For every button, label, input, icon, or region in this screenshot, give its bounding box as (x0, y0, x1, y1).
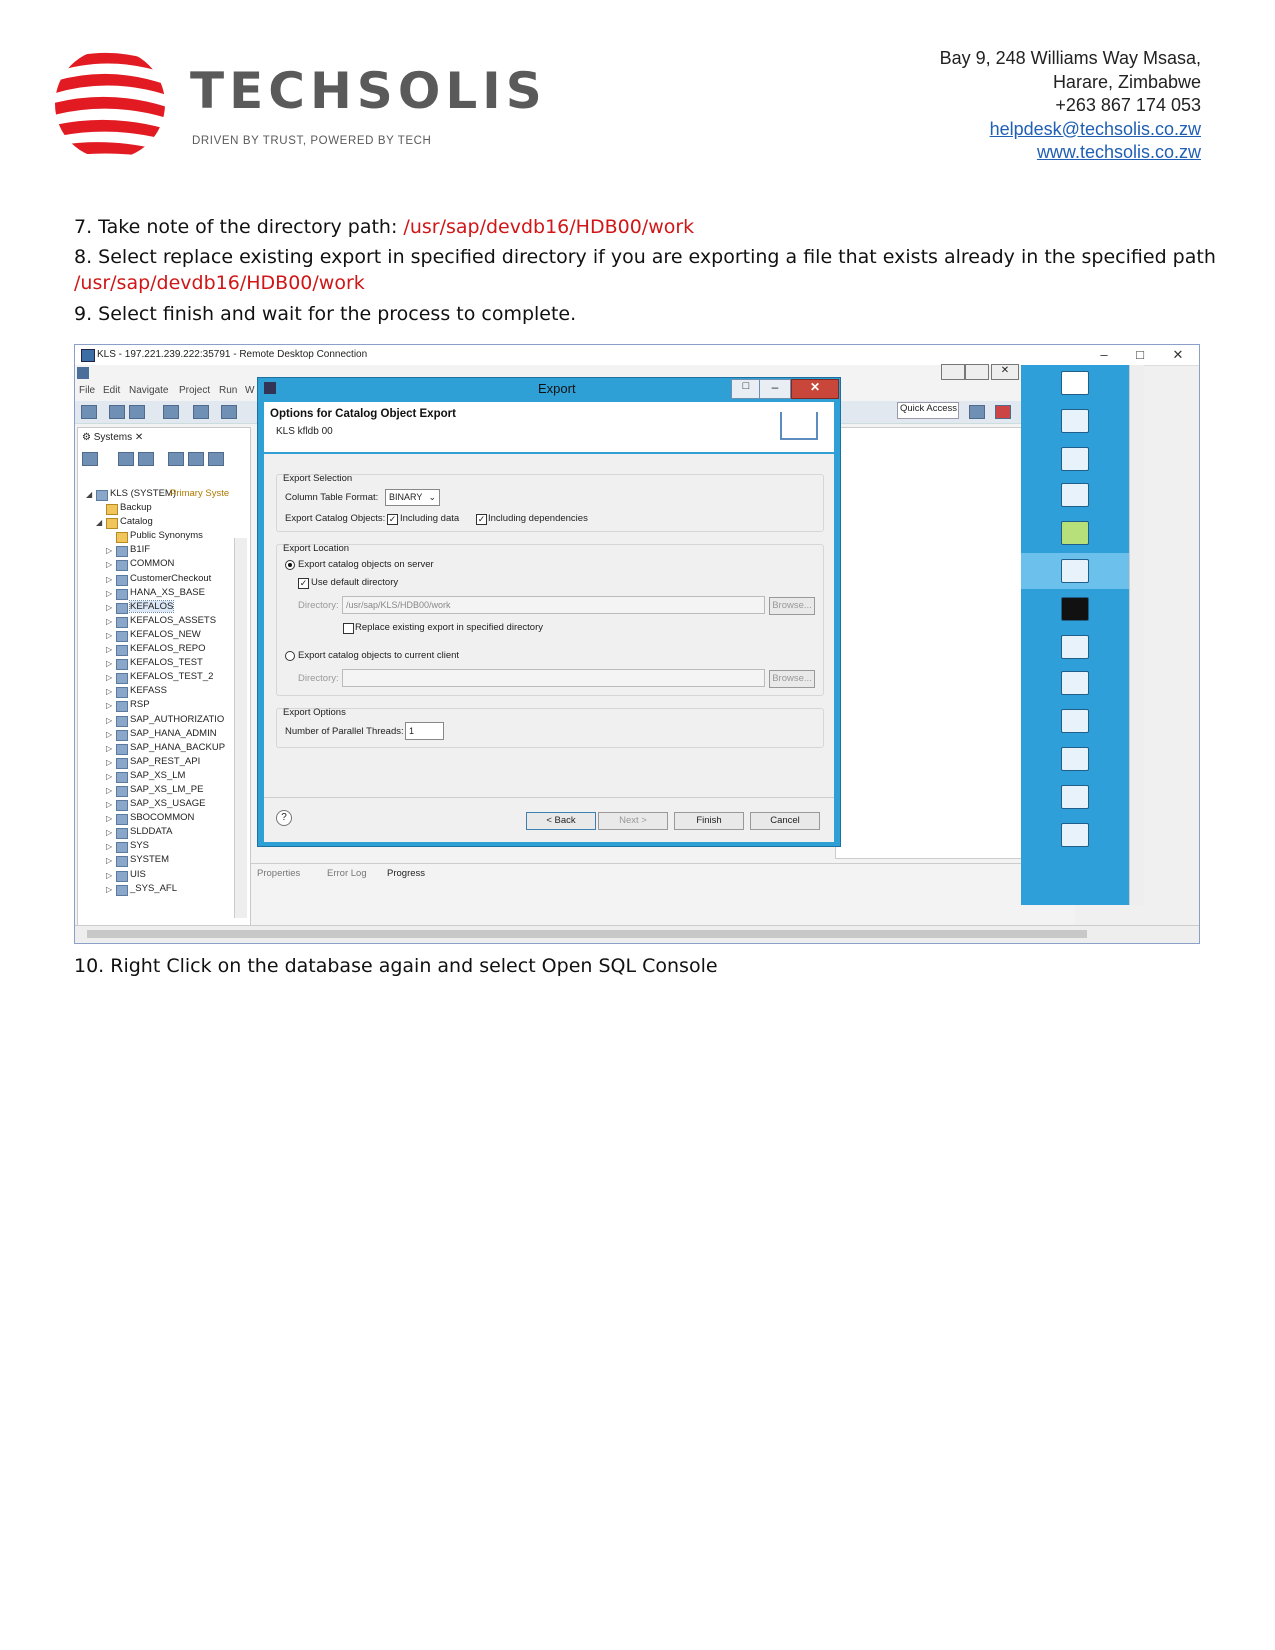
threads-label: Number of Parallel Threads: (285, 726, 404, 737)
schema-label: SAP_HANA_BACKUP (130, 741, 226, 753)
eclipse-restore-button[interactable] (965, 364, 989, 380)
schema-label: KEFALOS_TEST_2 (130, 671, 214, 683)
dialog-header (264, 402, 834, 452)
systems-tab[interactable] (82, 432, 143, 443)
next-button[interactable]: Next > (598, 812, 668, 830)
schema-label: SAP_REST_API (130, 755, 201, 767)
export-dialog (257, 377, 841, 847)
email-link[interactable]: helpdesk@techsolis.co.zw (989, 118, 1201, 139)
tree-backup[interactable] (82, 502, 242, 516)
notes-2-icon[interactable] (1061, 785, 1089, 809)
threads-input[interactable]: 1 (405, 722, 444, 740)
app-shortcut-icon[interactable] (1061, 709, 1089, 733)
schema-label: SYSTEM (130, 854, 170, 866)
replace-existing-checkbox[interactable] (343, 623, 354, 634)
step-7-text: 7. Take note of the directory path: (74, 216, 404, 238)
dialog-header-title: Options for Catalog Object Export (270, 408, 456, 420)
new-icon[interactable] (81, 405, 97, 419)
progress-tab[interactable]: Progress (387, 868, 426, 879)
command-prompt-icon[interactable] (1061, 597, 1089, 621)
schema-icon (116, 701, 128, 712)
error-log-tab[interactable]: Error Log (327, 868, 367, 879)
including-dependencies-checkbox[interactable]: ✓ (477, 514, 486, 524)
schema-row[interactable] (82, 573, 242, 587)
column-table-format-select[interactable] (385, 489, 440, 506)
eclipse-window-controls (935, 364, 1015, 380)
expand-icon[interactable]: ▷ (106, 715, 113, 725)
expand-icon[interactable]: ▷ (106, 729, 113, 739)
schema-label: SAP_AUTHORIZATIO (130, 713, 225, 725)
schema-list (82, 530, 242, 896)
eclipse-minimize-button[interactable] (941, 364, 965, 380)
system-icon (96, 490, 108, 501)
client-radio-label: Export catalog objects to current client (298, 650, 460, 661)
catalog-label: Catalog (120, 516, 153, 528)
cancel-button[interactable]: Cancel (750, 812, 820, 830)
schema-label: SAP_XS_LM (130, 769, 186, 781)
rdp-icon (81, 349, 95, 362)
schema-icon (116, 744, 128, 755)
use-default-directory-label: Use default directory (311, 577, 399, 588)
expand-icon[interactable]: ▷ (106, 771, 113, 781)
schema-icon (116, 575, 128, 586)
expand-icon[interactable]: ▷ (106, 856, 113, 866)
schema-label: KEFASS (130, 685, 167, 697)
back-icon[interactable] (193, 405, 209, 419)
schema-row[interactable] (82, 714, 242, 728)
column-table-format-label: Column Table Format: (285, 492, 379, 503)
schema-icon (116, 828, 128, 839)
schema-row[interactable] (82, 643, 242, 657)
client-directory-label: Directory: (298, 673, 339, 684)
schema-label: SAP_HANA_ADMIN (130, 727, 217, 739)
step-8-path: /usr/sap/devdb16/HDB00/work (74, 272, 365, 294)
eclipse-close-button[interactable]: ✕ (991, 364, 1019, 380)
minimize-button[interactable]: – (1100, 347, 1108, 362)
address-line-1: Bay 9, 248 Williams Way Msasa, (939, 48, 1201, 68)
sql-icon[interactable] (118, 452, 134, 466)
step-9-text: 9. Select finish and wait for the process to complete. (74, 303, 577, 325)
schema-label: SAP_XS_USAGE (130, 798, 206, 810)
schema-row[interactable] (82, 883, 242, 897)
link-icon[interactable] (208, 452, 224, 466)
schema-row[interactable] (82, 615, 242, 629)
phone-number: +263 867 174 053 (1055, 95, 1201, 115)
navigate-icon[interactable] (163, 405, 179, 419)
directory-field[interactable]: /usr/sap/KLS/HDB00/work (342, 596, 765, 614)
horizontal-scrollbar[interactable] (75, 925, 1199, 942)
brand-tagline: DRIVEN BY TRUST, POWERED BY TECH (192, 135, 432, 147)
schema-row[interactable] (82, 558, 242, 572)
expand-icon[interactable]: ◢ (86, 490, 93, 499)
menu-run[interactable]: Run (219, 385, 238, 396)
website-link[interactable]: www.techsolis.co.zw (1036, 142, 1201, 162)
schema-row[interactable] (82, 601, 242, 615)
save-all-icon[interactable] (129, 405, 145, 419)
schema-label: KEFALOS_REPO (130, 643, 206, 655)
replace-existing-label: Replace existing export in specified directory (355, 622, 543, 633)
schema-label: SLDDATA (130, 826, 173, 838)
including-data-label: Including data (400, 513, 460, 524)
schema-icon (116, 856, 128, 867)
expand-icon[interactable]: ▷ (106, 673, 113, 683)
schema-label: SAP_XS_LM_PE (130, 783, 204, 795)
windows-sidebar (1021, 365, 1129, 905)
dialog-close-button[interactable]: ✕ (791, 379, 839, 399)
schema-row[interactable] (82, 544, 242, 558)
contact-block (940, 47, 1201, 165)
save-icon[interactable] (109, 405, 125, 419)
schema-icon (116, 730, 128, 741)
forward-icon[interactable] (221, 405, 237, 419)
schema-row[interactable] (82, 530, 242, 544)
add-system-icon[interactable] (82, 452, 98, 466)
schema-icon (116, 617, 128, 628)
export-selection-group (276, 474, 824, 532)
app-icon (77, 367, 89, 379)
collapse-icon[interactable] (168, 452, 184, 466)
expand-icon[interactable]: ▷ (106, 645, 113, 655)
browse-button[interactable]: Browse... (769, 597, 815, 615)
back-button[interactable]: < Back (526, 812, 596, 830)
schema-icon (116, 687, 128, 698)
dialog-body (264, 454, 834, 842)
export-options-group (276, 708, 824, 748)
close-button[interactable]: ✕ (1172, 347, 1184, 362)
schema-row[interactable] (82, 685, 242, 699)
vertical-scrollbar[interactable] (1129, 365, 1144, 905)
schema-label: SBOCOMMON (130, 812, 195, 824)
techsolis-logo-icon (50, 48, 170, 160)
schema-icon (116, 786, 128, 797)
dialog-title: Export (538, 381, 576, 396)
schema-row[interactable] (82, 699, 242, 713)
quick-access-field[interactable]: Quick Access (897, 402, 959, 419)
expand-icon[interactable]: ▷ (106, 616, 113, 626)
schema-row[interactable] (82, 812, 242, 826)
step-7 (74, 216, 694, 238)
column-table-format-value: BINARY (389, 492, 423, 502)
server-radio-label: Export catalog objects on server (298, 559, 434, 570)
tools-icon[interactable] (1061, 823, 1089, 847)
properties-tab[interactable]: Properties (257, 868, 301, 879)
expand-icon[interactable]: ▷ (106, 884, 113, 894)
schema-row[interactable] (82, 869, 242, 883)
schema-label: UIS (130, 868, 146, 880)
catalog-folder-icon (106, 518, 118, 529)
dialog-app-icon (264, 382, 276, 394)
expand-icon[interactable]: ▷ (106, 870, 113, 880)
including-data-checkbox[interactable]: ✓ (388, 514, 397, 524)
close-tab-icon[interactable]: ✕ (134, 432, 144, 443)
schema-label: CustomerCheckout (130, 572, 212, 584)
schema-icon (116, 800, 128, 811)
root-label: KLS (SYSTEM) (110, 488, 176, 499)
backup-label: Backup (120, 502, 152, 514)
scroll-thumb[interactable] (87, 930, 1087, 938)
file-explorer-icon[interactable] (1061, 409, 1089, 433)
schema-row[interactable] (82, 728, 242, 742)
schema-icon (116, 885, 128, 896)
hana-perspective-icon[interactable] (995, 405, 1011, 419)
button-divider (264, 797, 834, 798)
expand-icon[interactable]: ▷ (106, 546, 113, 556)
bottom-view-tabs (251, 863, 1075, 884)
schema-row[interactable] (82, 657, 242, 671)
folder-icon (116, 532, 128, 543)
step-7-path: /usr/sap/devdb16/HDB00/work (403, 216, 695, 238)
schema-row[interactable] (82, 854, 242, 868)
schema-row[interactable] (82, 826, 242, 840)
systems-icon: ⚙ (82, 432, 94, 443)
dialog-titlebar (258, 378, 840, 400)
schema-icon (116, 546, 128, 557)
client-radio[interactable] (285, 651, 295, 661)
schema-icon (116, 560, 128, 571)
schema-label: KEFALOS_NEW (130, 628, 201, 640)
schema-icon (116, 814, 128, 825)
menu-edit[interactable]: Edit (103, 385, 121, 396)
rdp-title: KLS - 197.221.239.222:35791 - Remote Desktop Connection (97, 349, 368, 360)
systems-tree (82, 488, 242, 897)
export-icon (780, 412, 818, 440)
use-default-directory-checkbox[interactable]: ✓ (299, 578, 308, 588)
expand-icon[interactable]: ▷ (106, 785, 113, 795)
expand-icon[interactable]: ▷ (106, 757, 113, 767)
schema-icon (116, 645, 128, 656)
rdp-titlebar (75, 345, 1199, 366)
dialog-header-subtitle: KLS kfldb 00 (276, 426, 333, 437)
maximize-button[interactable]: □ (1136, 347, 1144, 362)
server-radio[interactable] (285, 560, 295, 570)
schema-label: KEFALOS_TEST (130, 657, 203, 669)
schema-label: KEFALOS (130, 600, 174, 612)
schema-label: RSP (130, 699, 150, 711)
schema-row[interactable] (82, 784, 242, 798)
including-dependencies-label: Including dependencies (488, 513, 588, 524)
schema-row[interactable] (82, 798, 242, 812)
schema-icon (116, 716, 128, 727)
expand-icon[interactable]: ▷ (106, 687, 113, 697)
schema-row[interactable] (82, 587, 242, 601)
menu-project[interactable]: Project (179, 385, 211, 396)
brand-name: TECHSOLIS (190, 62, 547, 120)
root-suffix: Primary Syste (170, 488, 230, 499)
client-directory-field[interactable] (342, 669, 765, 687)
schema-label: Public Synonyms (130, 530, 203, 542)
folder-icon[interactable] (188, 452, 204, 466)
dialog-minimize-button[interactable]: – (759, 379, 791, 399)
expand-icon[interactable]: ▷ (106, 659, 113, 669)
schema-icon (116, 842, 128, 853)
schema-icon (116, 603, 128, 614)
backup-icon (106, 504, 118, 515)
export-location-group (276, 544, 824, 696)
schema-icon (116, 673, 128, 684)
schema-label: _SYS_AFL (130, 882, 177, 894)
expand-icon[interactable]: ▷ (106, 574, 113, 584)
tree-root[interactable] (82, 488, 242, 502)
client-browse-button[interactable]: Browse... (769, 670, 815, 688)
settings-icon[interactable] (1061, 483, 1089, 507)
menu-window[interactable]: W (245, 385, 255, 396)
vmware-icon[interactable] (1061, 521, 1089, 545)
schema-row[interactable] (82, 770, 242, 784)
directory-label: Directory: (298, 600, 339, 611)
address-line-2: Harare, Zimbabwe (1052, 71, 1201, 92)
schema-label: SYS (130, 840, 150, 852)
expand-icon[interactable]: ▷ (106, 602, 113, 612)
schema-icon (116, 871, 128, 882)
filter-icon[interactable] (138, 452, 154, 466)
systems-toolbar (82, 452, 242, 468)
tree-catalog[interactable] (82, 516, 242, 530)
export-location-title: Export Location (283, 543, 350, 554)
export-selection-title: Export Selection (283, 473, 353, 484)
monitor-icon[interactable] (1061, 635, 1089, 659)
schema-label: HANA_XS_BASE (130, 586, 205, 598)
server-manager-icon[interactable] (1061, 559, 1089, 583)
expand-icon[interactable]: ▷ (106, 800, 113, 810)
schema-row[interactable] (82, 671, 242, 685)
schema-icon (116, 758, 128, 769)
expand-icon[interactable]: ▷ (106, 743, 113, 753)
systems-tab-label: Systems (93, 432, 133, 443)
schema-icon (116, 589, 128, 600)
finish-button[interactable]: Finish (674, 812, 744, 830)
schema-icon (116, 772, 128, 783)
schema-label: COMMON (130, 558, 175, 570)
expand-icon[interactable]: ▷ (106, 588, 113, 598)
windows-start-icon[interactable] (1061, 371, 1089, 395)
export-options-title: Export Options (283, 707, 346, 718)
embedded-screenshot (74, 344, 1200, 944)
expand-icon[interactable]: ◢ (96, 518, 103, 528)
schema-row[interactable] (82, 840, 242, 854)
perspective-icon[interactable] (969, 405, 985, 419)
expand-icon[interactable]: ▷ (106, 560, 113, 570)
schema-label: B1IF (130, 544, 151, 556)
expand-icon[interactable]: ▷ (106, 630, 113, 640)
schema-row[interactable] (82, 742, 242, 756)
expand-icon[interactable]: ▷ (106, 842, 113, 852)
expand-icon[interactable]: ▷ (106, 814, 113, 824)
dialog-maximize-button[interactable]: □ (731, 379, 761, 399)
schema-row[interactable] (82, 629, 242, 643)
step-10-text: 10. Right Click on the database again and select Open SQL Console (74, 955, 718, 977)
expand-icon[interactable]: ▷ (106, 701, 113, 711)
schema-icon (116, 659, 128, 670)
schema-row[interactable] (82, 756, 242, 770)
menu-navigate[interactable]: Navigate (129, 385, 169, 396)
help-icon[interactable]: ? (276, 810, 292, 826)
remote-icon[interactable] (1061, 671, 1089, 695)
systems-view (77, 427, 251, 927)
network-icon[interactable] (1061, 447, 1089, 471)
export-catalog-objects-label: Export Catalog Objects: (285, 513, 386, 524)
schema-label: KEFALOS_ASSETS (130, 614, 217, 626)
notes-icon[interactable] (1061, 747, 1089, 771)
step-8-text: 8. Select replace existing export in specified directory if you are exporting a file that exists already in the specified path (74, 246, 1216, 268)
tree-scrollbar[interactable] (234, 538, 247, 918)
menu-file[interactable]: File (79, 385, 96, 396)
chevron-down-icon: ⌄ (428, 492, 436, 502)
expand-icon[interactable]: ▷ (106, 828, 113, 838)
schema-icon (116, 631, 128, 642)
eclipse-window (75, 365, 1075, 925)
